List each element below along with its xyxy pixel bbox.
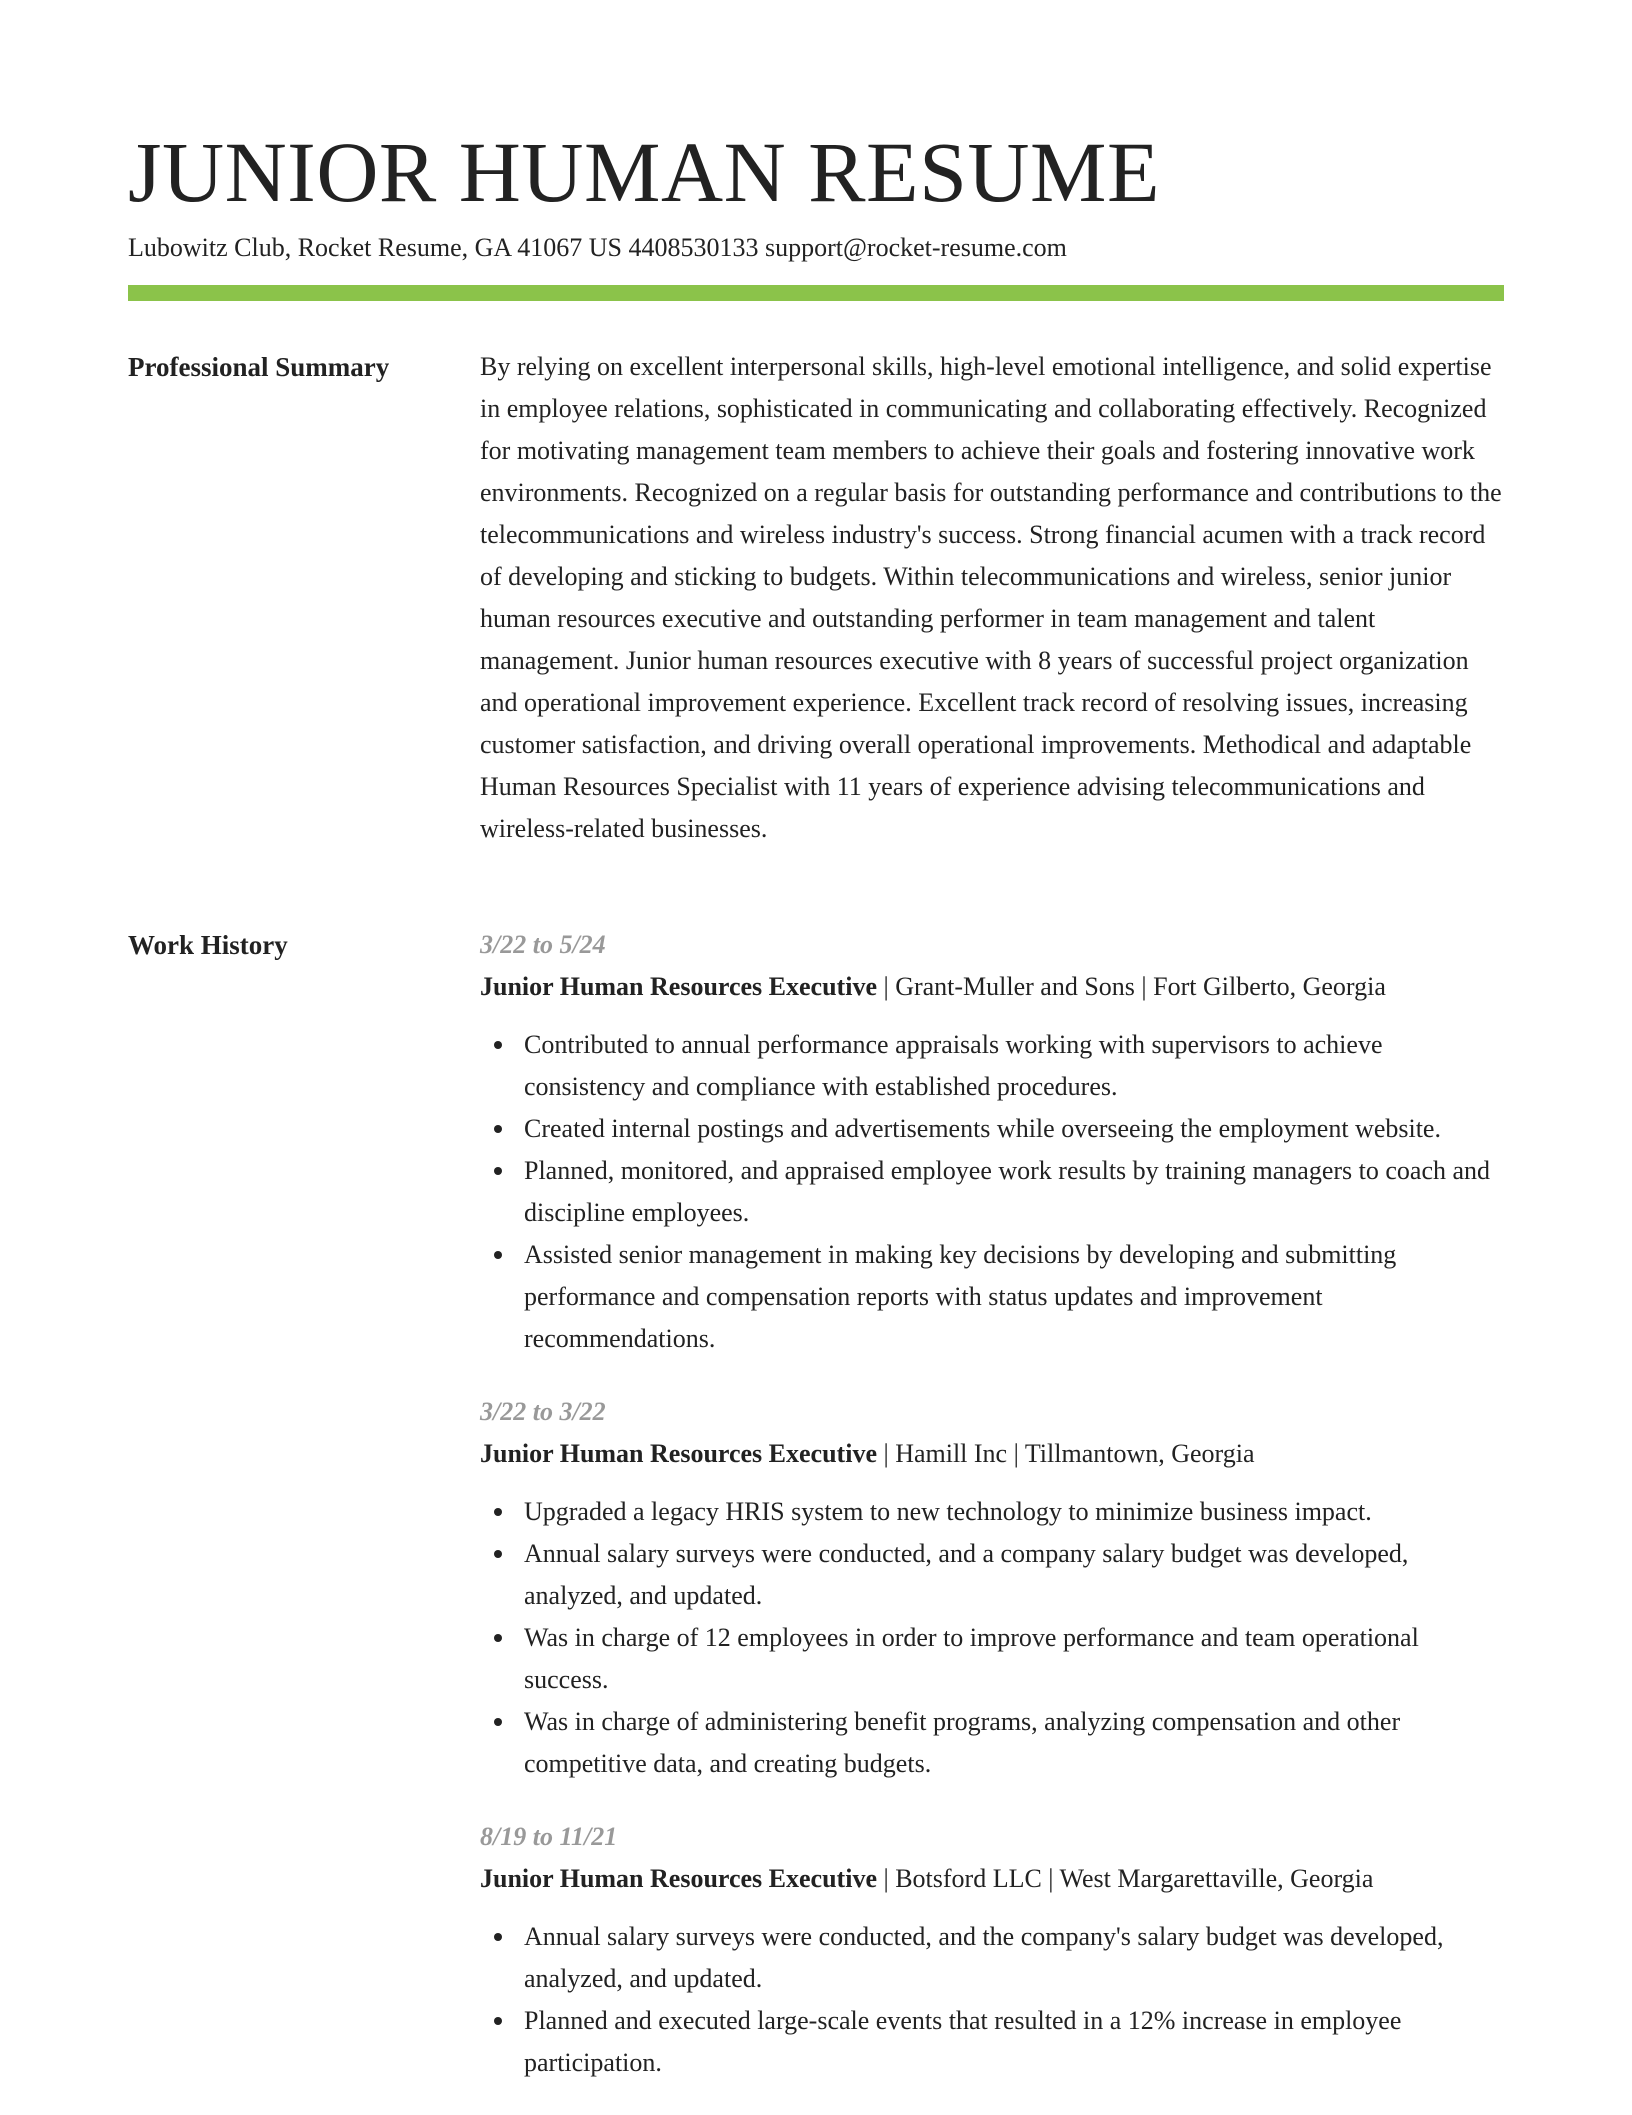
job-title: Junior Human Resources Executive: [480, 1864, 877, 1893]
job-heading: [480, 1858, 1504, 1900]
job-bullet: Was in charge of administering benefit programs, analyzing compensation and other competitive data, and creating budgets.: [480, 1701, 1504, 1785]
job-company-location: | Grant-Muller and Sons | Fort Gilberto, Georgia: [876, 972, 1386, 1001]
job-company-location: | Hamill Inc | Tillmantown, Georgia: [876, 1439, 1255, 1468]
section-label-professional-summary: Professional Summary: [128, 352, 390, 382]
job-heading: [480, 1433, 1504, 1475]
summary-paragraph: By relying on excellent interpersonal skills, high-level emotional intelligence, and solid expertise in employee relations, sophisticated in communicating and collaborating effectively. Recognized for motivating management team members to achieve their goals and fostering innovative work environments. Recognized on a regular basis for outstanding performance and contributions to the telecommunications and wireless industry's success. Strong financial acumen with a track record of developing and sticking to budgets. Within telecommunications and wireless, senior junior human resources executive and outstanding performer in team management and talent management. Junior human resources executive with 8 years of successful project organization and operational improvement experience. Excellent track record of resolving issues, increasing customer satisfaction, and driving overall operational improvements. Methodical and adaptable Human Resources Specialist with 11 years of experience advising telecommunications and wireless-related businesses.: [480, 352, 1502, 843]
section-label-work-history: Work History: [128, 930, 288, 960]
job-dates: 8/19 to 11/21: [480, 1822, 618, 1851]
job-bullet-list: [480, 1916, 1504, 2084]
contact-line: Lubowitz Club, Rocket Resume, GA 41067 US 4408530133 support@rocket-resume.com: [128, 233, 1067, 262]
work-history-content: [480, 924, 1504, 2115]
job-bullet-list: [480, 1491, 1504, 1785]
job-bullet-list: [480, 1024, 1504, 1360]
resume-title: JUNIOR HUMAN RESUME: [128, 124, 1161, 220]
accent-divider: [128, 285, 1504, 301]
job-dates: 3/22 to 5/24: [480, 930, 606, 959]
job-title: Junior Human Resources Executive: [480, 972, 877, 1001]
job-entry: [480, 924, 1504, 1360]
job-title: Junior Human Resources Executive: [480, 1439, 877, 1468]
job-bullet: Assisted senior management in making key decisions by developing and submitting performance and compensation reports with status updates and improvement recommendations.: [480, 1234, 1504, 1360]
job-bullet: Annual salary surveys were conducted, and a company salary budget was developed, analyzed, and updated.: [480, 1533, 1504, 1617]
job-company-location: | Botsford LLC | West Margarettaville, Georgia: [876, 1864, 1374, 1893]
job-bullet: Was in charge of 12 employees in order to improve performance and team operational success.: [480, 1617, 1504, 1701]
job-bullet: Planned, monitored, and appraised employee work results by training managers to coach and discipline employees.: [480, 1150, 1504, 1234]
professional-summary-content: [480, 346, 1504, 850]
job-bullet: Created internal postings and advertisements while overseeing the employment website.: [480, 1108, 1504, 1150]
job-dates: 3/22 to 3/22: [480, 1397, 606, 1426]
job-heading: [480, 966, 1504, 1008]
job-bullet: Contributed to annual performance appraisals working with supervisors to achieve consistency and compliance with established procedures.: [480, 1024, 1504, 1108]
job-bullet: Annual salary surveys were conducted, and the company's salary budget was developed, analyzed, and updated.: [480, 1916, 1504, 2000]
job-bullet: Planned and executed large-scale events that resulted in a 12% increase in employee participation.: [480, 2000, 1504, 2084]
job-bullet: Upgraded a legacy HRIS system to new technology to minimize business impact.: [480, 1491, 1504, 1533]
job-entry: [480, 1816, 1504, 2084]
job-entry: [480, 1391, 1504, 1785]
